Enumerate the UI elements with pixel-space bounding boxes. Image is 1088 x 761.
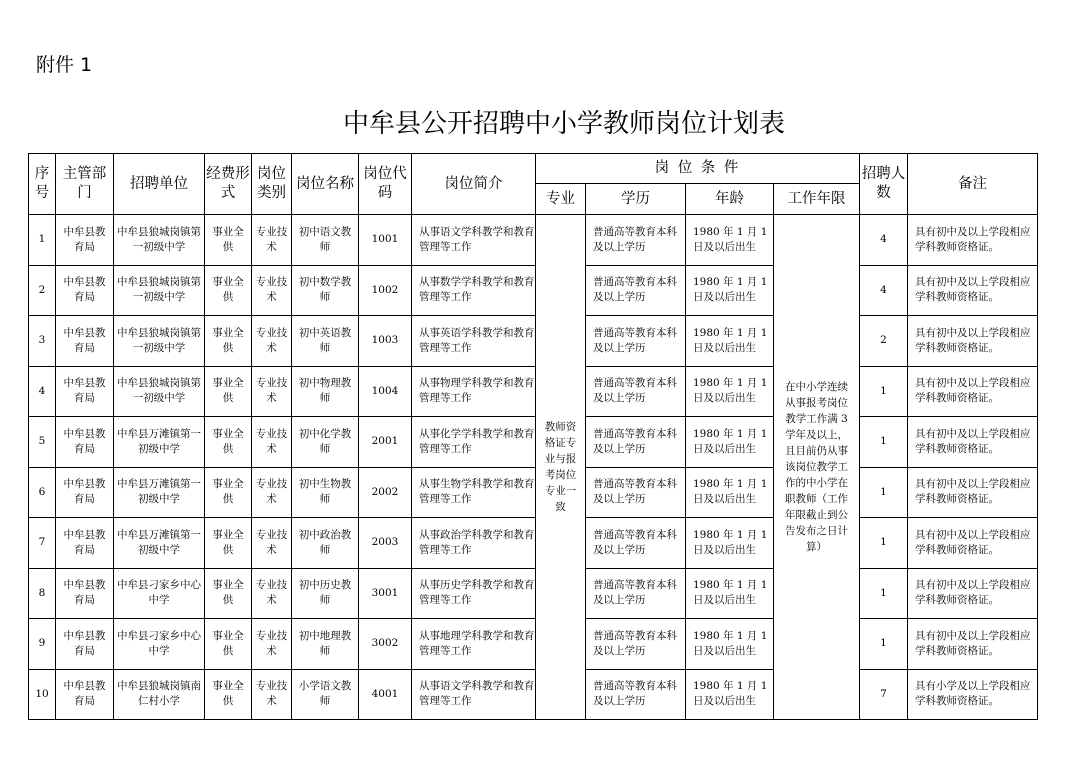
cell-post-name: 初中语文教师 bbox=[292, 215, 359, 266]
cell-age: 1980 年 1 月 1 日及以后出生 bbox=[686, 265, 774, 316]
cell-post-code: 2002 bbox=[359, 467, 412, 518]
cell-post-type: 专业技术 bbox=[252, 316, 292, 367]
cell-post-code: 2003 bbox=[359, 518, 412, 569]
cell-dept: 中牟县教育局 bbox=[56, 568, 114, 619]
cell-age: 1980 年 1 月 1 日及以后出生 bbox=[686, 669, 774, 720]
cell-age: 1980 年 1 月 1 日及以后出生 bbox=[686, 568, 774, 619]
cell-age: 1980 年 1 月 1 日及以后出生 bbox=[686, 417, 774, 468]
cell-post-type: 专业技术 bbox=[252, 669, 292, 720]
cell-count: 1 bbox=[860, 417, 908, 468]
cell-post-name: 初中英语教师 bbox=[292, 316, 359, 367]
cell-post-desc: 从事历史学科教学和教育管理等工作 bbox=[412, 568, 536, 619]
cell-dept: 中牟县教育局 bbox=[56, 215, 114, 266]
cell-education: 普通高等教育本科及以上学历 bbox=[586, 265, 686, 316]
cell-unit: 中牟县狼城岗镇第一初级中学 bbox=[114, 316, 205, 367]
cell-post-type: 专业技术 bbox=[252, 417, 292, 468]
cell-remark: 具有初中及以上学段相应学科教师资格证。 bbox=[908, 568, 1038, 619]
cell-post-name: 初中化学教师 bbox=[292, 417, 359, 468]
cell-post-name: 小学语文教师 bbox=[292, 669, 359, 720]
cell-unit: 中牟县刁家乡中心中学 bbox=[114, 619, 205, 670]
cell-post-desc: 从事语文学科教学和教育管理等工作 bbox=[412, 215, 536, 266]
cell-post-code: 1001 bbox=[359, 215, 412, 266]
cell-remark: 具有初中及以上学段相应学科教师资格证。 bbox=[908, 265, 1038, 316]
cell-post-type: 专业技术 bbox=[252, 467, 292, 518]
cell-unit: 中牟县刁家乡中心中学 bbox=[114, 568, 205, 619]
table-row bbox=[29, 669, 1038, 720]
header-age: 年龄 bbox=[686, 184, 774, 215]
cell-seq: 5 bbox=[29, 417, 56, 468]
cell-remark: 具有初中及以上学段相应学科教师资格证。 bbox=[908, 467, 1038, 518]
cell-age: 1980 年 1 月 1 日及以后出生 bbox=[686, 316, 774, 367]
table-row bbox=[29, 518, 1038, 569]
cell-post-name: 初中生物教师 bbox=[292, 467, 359, 518]
cell-remark: 具有初中及以上学段相应学科教师资格证。 bbox=[908, 619, 1038, 670]
header-post-type: 岗位类别 bbox=[252, 154, 292, 215]
cell-count: 7 bbox=[860, 669, 908, 720]
header-conditions: 岗 位 条 件 bbox=[536, 154, 860, 184]
cell-dept: 中牟县教育局 bbox=[56, 316, 114, 367]
cell-count: 1 bbox=[860, 467, 908, 518]
cell-seq: 9 bbox=[29, 619, 56, 670]
cell-dept: 中牟县教育局 bbox=[56, 669, 114, 720]
cell-funding: 事业全供 bbox=[205, 366, 252, 417]
shared-work-years-requirement: 在中小学连续从事报考岗位教学工作满 3 学年及以上，且目前仍从事该岗位教学工作的中小学在职教师（工作年限截止到公告发布之日计算） bbox=[774, 215, 860, 720]
cell-post-type: 专业技术 bbox=[252, 265, 292, 316]
header-major: 专业 bbox=[536, 184, 586, 215]
cell-education: 普通高等教育本科及以上学历 bbox=[586, 366, 686, 417]
cell-unit: 中牟县万滩镇第一初级中学 bbox=[114, 467, 205, 518]
cell-post-type: 专业技术 bbox=[252, 215, 292, 266]
header-unit: 招聘单位 bbox=[114, 154, 205, 215]
recruitment-plan-table bbox=[28, 153, 1038, 720]
cell-count: 1 bbox=[860, 619, 908, 670]
cell-dept: 中牟县教育局 bbox=[56, 619, 114, 670]
table-row bbox=[29, 215, 1038, 266]
header-post-code: 岗位代码 bbox=[359, 154, 412, 215]
table-row bbox=[29, 568, 1038, 619]
table-row bbox=[29, 417, 1038, 468]
cell-seq: 7 bbox=[29, 518, 56, 569]
cell-unit: 中牟县万滩镇第一初级中学 bbox=[114, 518, 205, 569]
cell-remark: 具有初中及以上学段相应学科教师资格证。 bbox=[908, 215, 1038, 266]
cell-dept: 中牟县教育局 bbox=[56, 518, 114, 569]
header-seq: 序号 bbox=[29, 154, 56, 215]
document-title: 中牟县公开招聘中小学教师岗位计划表 bbox=[342, 109, 785, 139]
header-work-years: 工作年限 bbox=[774, 184, 860, 215]
cell-post-desc: 从事数学学科教学和教育管理等工作 bbox=[412, 265, 536, 316]
cell-age: 1980 年 1 月 1 日及以后出生 bbox=[686, 215, 774, 266]
header-remarks: 备注 bbox=[908, 154, 1038, 215]
cell-post-desc: 从事生物学科教学和教育管理等工作 bbox=[412, 467, 536, 518]
cell-funding: 事业全供 bbox=[205, 669, 252, 720]
cell-post-code: 1002 bbox=[359, 265, 412, 316]
cell-dept: 中牟县教育局 bbox=[56, 366, 114, 417]
cell-remark: 具有小学及以上学段相应学科教师资格证。 bbox=[908, 669, 1038, 720]
header-funding: 经费形式 bbox=[205, 154, 252, 215]
cell-remark: 具有初中及以上学段相应学科教师资格证。 bbox=[908, 518, 1038, 569]
cell-education: 普通高等教育本科及以上学历 bbox=[586, 518, 686, 569]
table-row bbox=[29, 265, 1038, 316]
cell-remark: 具有初中及以上学段相应学科教师资格证。 bbox=[908, 417, 1038, 468]
cell-unit: 中牟县狼城岗镇第一初级中学 bbox=[114, 265, 205, 316]
cell-post-desc: 从事化学学科教学和教育管理等工作 bbox=[412, 417, 536, 468]
cell-seq: 1 bbox=[29, 215, 56, 266]
cell-post-code: 3001 bbox=[359, 568, 412, 619]
cell-funding: 事业全供 bbox=[205, 467, 252, 518]
cell-post-name: 初中地理教师 bbox=[292, 619, 359, 670]
cell-dept: 中牟县教育局 bbox=[56, 417, 114, 468]
cell-funding: 事业全供 bbox=[205, 619, 252, 670]
cell-seq: 10 bbox=[29, 669, 56, 720]
cell-age: 1980 年 1 月 1 日及以后出生 bbox=[686, 467, 774, 518]
cell-post-name: 初中历史教师 bbox=[292, 568, 359, 619]
cell-education: 普通高等教育本科及以上学历 bbox=[586, 316, 686, 367]
cell-post-code: 3002 bbox=[359, 619, 412, 670]
cell-post-code: 4001 bbox=[359, 669, 412, 720]
cell-post-type: 专业技术 bbox=[252, 366, 292, 417]
table-row bbox=[29, 366, 1038, 417]
cell-post-name: 初中数学教师 bbox=[292, 265, 359, 316]
cell-post-name: 初中物理教师 bbox=[292, 366, 359, 417]
header-post-desc: 岗位简介 bbox=[412, 154, 536, 215]
cell-education: 普通高等教育本科及以上学历 bbox=[586, 215, 686, 266]
cell-unit: 中牟县万滩镇第一初级中学 bbox=[114, 417, 205, 468]
cell-post-name: 初中政治教师 bbox=[292, 518, 359, 569]
cell-post-code: 2001 bbox=[359, 417, 412, 468]
cell-post-code: 1003 bbox=[359, 316, 412, 367]
cell-remark: 具有初中及以上学段相应学科教师资格证。 bbox=[908, 316, 1038, 367]
cell-post-desc: 从事地理学科教学和教育管理等工作 bbox=[412, 619, 536, 670]
cell-post-type: 专业技术 bbox=[252, 518, 292, 569]
cell-seq: 6 bbox=[29, 467, 56, 518]
cell-dept: 中牟县教育局 bbox=[56, 265, 114, 316]
cell-unit: 中牟县狼城岗镇第一初级中学 bbox=[114, 215, 205, 266]
cell-education: 普通高等教育本科及以上学历 bbox=[586, 568, 686, 619]
cell-seq: 4 bbox=[29, 366, 56, 417]
cell-seq: 8 bbox=[29, 568, 56, 619]
shared-major-requirement: 教师资格证专业与报考岗位专业一致 bbox=[536, 215, 586, 720]
cell-education: 普通高等教育本科及以上学历 bbox=[586, 669, 686, 720]
cell-unit: 中牟县狼城岗镇南仁村小学 bbox=[114, 669, 205, 720]
cell-age: 1980 年 1 月 1 日及以后出生 bbox=[686, 619, 774, 670]
cell-age: 1980 年 1 月 1 日及以后出生 bbox=[686, 518, 774, 569]
cell-post-desc: 从事英语学科教学和教育管理等工作 bbox=[412, 316, 536, 367]
cell-dept: 中牟县教育局 bbox=[56, 467, 114, 518]
cell-count: 1 bbox=[860, 518, 908, 569]
cell-age: 1980 年 1 月 1 日及以后出生 bbox=[686, 366, 774, 417]
cell-post-type: 专业技术 bbox=[252, 568, 292, 619]
cell-post-desc: 从事物理学科教学和教育管理等工作 bbox=[412, 366, 536, 417]
cell-seq: 2 bbox=[29, 265, 56, 316]
cell-seq: 3 bbox=[29, 316, 56, 367]
cell-education: 普通高等教育本科及以上学历 bbox=[586, 417, 686, 468]
header-post-name: 岗位名称 bbox=[292, 154, 359, 215]
cell-remark: 具有初中及以上学段相应学科教师资格证。 bbox=[908, 366, 1038, 417]
table-row bbox=[29, 619, 1038, 670]
attachment-label: 附件 1 bbox=[36, 54, 93, 76]
cell-count: 1 bbox=[860, 568, 908, 619]
header-dept: 主管部门 bbox=[56, 154, 114, 215]
cell-count: 2 bbox=[860, 316, 908, 367]
cell-post-desc: 从事政治学科教学和教育管理等工作 bbox=[412, 518, 536, 569]
cell-funding: 事业全供 bbox=[205, 215, 252, 266]
cell-count: 1 bbox=[860, 366, 908, 417]
cell-funding: 事业全供 bbox=[205, 265, 252, 316]
cell-post-code: 1004 bbox=[359, 366, 412, 417]
cell-count: 4 bbox=[860, 215, 908, 266]
cell-education: 普通高等教育本科及以上学历 bbox=[586, 619, 686, 670]
cell-funding: 事业全供 bbox=[205, 518, 252, 569]
header-count: 招聘人数 bbox=[860, 154, 908, 215]
cell-count: 4 bbox=[860, 265, 908, 316]
cell-education: 普通高等教育本科及以上学历 bbox=[586, 467, 686, 518]
cell-funding: 事业全供 bbox=[205, 417, 252, 468]
cell-unit: 中牟县狼城岗镇第一初级中学 bbox=[114, 366, 205, 417]
cell-funding: 事业全供 bbox=[205, 316, 252, 367]
cell-post-type: 专业技术 bbox=[252, 619, 292, 670]
header-education: 学历 bbox=[586, 184, 686, 215]
table-row bbox=[29, 467, 1038, 518]
table-row bbox=[29, 316, 1038, 367]
cell-funding: 事业全供 bbox=[205, 568, 252, 619]
cell-post-desc: 从事语文学科教学和教育管理等工作 bbox=[412, 669, 536, 720]
